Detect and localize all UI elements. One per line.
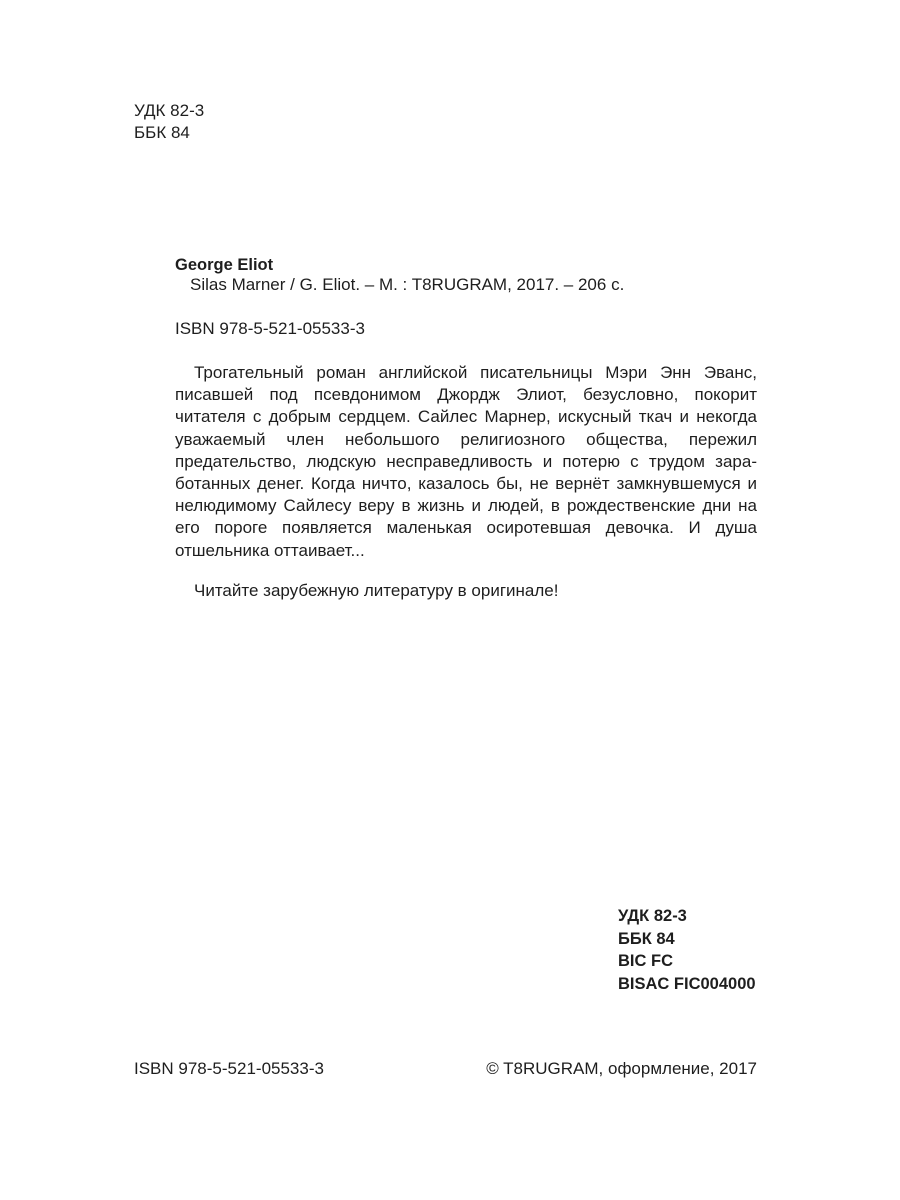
isbn-main: ISBN 978-5-521-05533-3	[175, 319, 365, 338]
tagline: Читайте зарубежную литературу в оригинале!	[194, 581, 559, 600]
bottom-classification-block	[618, 905, 756, 995]
bbk-code-bottom: ББК 84	[618, 929, 675, 948]
bbk-code: ББК 84	[134, 123, 190, 142]
annotation-text: Трогательный роман английской писательницы Мэри Энн Эванс, писавшей под псевдонимом Джордж Элиот, безусловно, покорит читателя с добрым сердцем. Сайлес Марнер, искусный ткач и некогда уважаемый член небольшого религиозного общества, пережил предательство, людскую несправедливость и потерю с трудом заработанных денег. Когда ничто, казалось бы, не вернёт замкнувшемуся и нелюдимому Сайлесу веру в жизнь и людей, в рождественские дни на его пороге появляется маленькая осиротевшая девочка. И душа отшельника оттаивает...	[175, 363, 757, 560]
bibliographic-citation: Silas Marner / G. Eliot. – M. : T8RUGRAM, 2017. – 206 с.	[190, 275, 625, 294]
bisac-code: BISAC FIC004000	[618, 974, 756, 993]
isbn-footer: ISBN 978-5-521-05533-3	[134, 1059, 324, 1078]
bic-code: BIC FC	[618, 952, 673, 970]
udk-code-bottom: УДК 82-3	[618, 907, 687, 925]
udk-code: УДК 82-3	[134, 101, 205, 120]
author-name: George Eliot	[175, 256, 274, 274]
top-classification-block	[134, 100, 204, 144]
annotation-block	[175, 362, 757, 562]
copyright-notice: © T8RUGRAM, оформление, 2017	[486, 1059, 757, 1078]
